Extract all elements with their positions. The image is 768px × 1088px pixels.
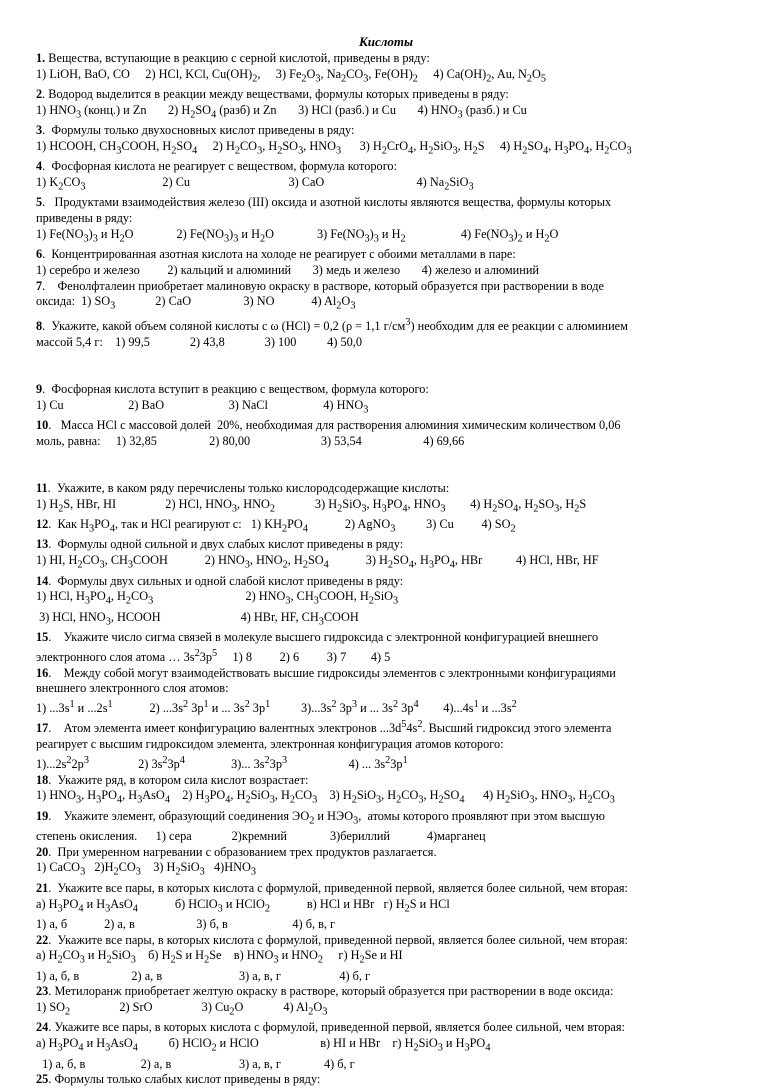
text-line: 20. При умеренном нагревании с образованием трех продуктов разлагается. — [36, 844, 437, 859]
text-line: 1) $...3s^1$ и $...2s^1$ 2) $...3s^2$ $3p^1$ и ... $3s^2$ $3p^1$ $3)...3s^2$ $3p^3$ и ... $3s^2$ $3p^4$ $4)...4s^1$ и $...3s^2$ — [36, 699, 517, 716]
text-line: 9. Фосфорная кислота вступит в реакцию с веществом, формула которого: — [36, 381, 429, 396]
text-line: 6. Концентрированная азотная кислота на холоде не реагирует с обоими металлами в паре: — [36, 247, 516, 262]
blank-line — [36, 450, 736, 466]
text-line: 4. Фосфорная кислота не реагирует с веществом, формула которого: — [36, 159, 398, 174]
text-line: моль, равна: 1) 32,85 2) 80,00 3) 53,54 4) 69,66 — [36, 433, 465, 448]
text-line: оксида: 1) $SO_3$ 2) CaO 3) NO 4) $Al_2O_3$ — [36, 294, 356, 312]
text-line: 15. Укажите число сигма связей в молекуле высшего гидроксида с электронной конфигурацией внешнего — [36, 629, 599, 644]
text-line: 18. Укажите ряд, в котором сила кислот возрастает: — [36, 772, 309, 787]
text-line: 3) HCl, $HNO_3$, HCOOH 4) HBr, HF, $CH_3COOH$ — [36, 609, 359, 628]
text-line: 10. Масса HCl с массовой долей 20%, необходимая для растворения алюминия химическим количеством 0,06 — [36, 418, 621, 432]
text-line: 19. Укажите элемент, образующий соединения $ЭО_2$ и $НЭО_3$, атомы которого проявляют при этом высшую — [36, 808, 605, 827]
questions-body — [36, 51, 736, 1088]
text-line: 1) а, б, в 2) а, в 3) а, в, г 4) б, г — [36, 968, 371, 983]
text-line: 1) $K_2CO_3$ 2) Cu 3) CaO 4) $Na_2SiO_3$ — [36, 174, 474, 193]
text-line: приведены в ряду: — [36, 210, 133, 225]
text-line: 21. Укажите все пары, в которых кислота с формулой, приведенной первой, является более сильной, чем вторая: — [36, 880, 628, 895]
text-line: 14. Формулы двух сильных и одной слабой кислот приведены в ряду: — [36, 573, 404, 588]
text-line: 12. Как $H_3PO_4$, так и HCl реагируют с: 1) $KH_2PO_4$ 2) AgNO$_3$ 3) Cu 4) $SO_2$ — [36, 517, 516, 535]
document-page — [36, 34, 736, 1088]
text-line: 1. Вещества, вступающие в реакцию с серной кислотой, приведены в ряду: — [36, 51, 430, 65]
text-line: 17. Атом элемента имеет конфигурацию валентных электронов $...3d^54s^2$. Высший гидроксид этого элемента — [36, 719, 612, 736]
text-line: электронного слоя атома … $3s^23p^5$ 1) 8 2) 6 3) 7 4) 5 — [36, 647, 391, 664]
text-line: 1) $HNO_3$ (конц.) и Zn 2) $H_2SO_4$ (разб) и Zn 3) HCl (разб.) и Cu 4) $HNO_3$ (разб.) и Cu — [36, 102, 527, 121]
text-line: 1) а, б, в 2) а, в 3) а, в, г 4) б, г — [36, 1056, 355, 1071]
text-line: 1) LiOH, BaO, CO 2) HCl, KCl, $Cu(OH)_2$, 3) $Fe_2O_3$, $Na_2CO_3$, $Fe(OH)_2$ 4) $Ca(OH)_2$, Au, $N_2O_5$ — [36, 66, 547, 85]
blank-line — [36, 366, 736, 382]
text-line: 5. Продуктами взаимодействия железо (III) оксида и азотной кислоты являются вещества, формулы которых — [36, 195, 612, 210]
text-line: 11. Укажите, в каком ряду перечислены только кислородсодержащие кислоты: — [36, 481, 450, 496]
text-line: 1) а, б 2) а, в 3) б, в 4) б, в, г — [36, 916, 336, 931]
text-line: степень окисления. 1) сера 2)кремний 3)бериллий 4)марганец — [36, 828, 486, 843]
text-line: 1) HCOOH, $CH_3COOH$, $H_2SO_4$ 2) $H_2CO_3$, $H_2SO_3$, $HNO_3$ 3) $H_2CrO_4$, $H_2SiO_3$, $H_2S$ 4) $H_2SO_4$, $H_3PO_4$, $H_2CO_3$ — [36, 138, 632, 157]
text-line: 22. Укажите все пары, в которых кислота с формулой, приведенной первой, является более сильной, чем вторая: — [36, 932, 628, 947]
text-line: 1) $Fe(NO_3)_3$ и $H_2O$ 2) $Fe(NO_3)_3$ и $H_2O$ 3) $Fe(NO_3)_3$ и $H_2$ 4) $Fe(NO_3)_2$ и $H_2O$ — [36, 226, 559, 245]
text-line: внешнего электронного слоя атомов: — [36, 681, 229, 696]
text-line: массой 5,4 г: 1) 99,5 2) 43,8 3) 100 4) 50,0 — [36, 334, 363, 349]
blank-line — [36, 465, 736, 481]
text-line: 8. Укажите, какой объем соляной кислоты с ω (HCl) = 0,2 (ρ = 1,1 $г/см^3$) необходим для ее реакции с алюминием — [36, 316, 628, 333]
blank-line — [36, 350, 736, 366]
text-line: 16. Между собой могут взаимодействовать высшие гидроксиды элементов с электронными конфигурациями — [36, 665, 616, 680]
text-line: 25. Формулы только слабых кислот приведены в ряду: — [36, 1072, 321, 1087]
text-line: а) $H_2CO_3$ и $H_2SiO_3$ б) $H_2S$ и $H_2Se$ в) $HNO_3$ и $HNO_2$ г) $H_2Se$ и HI — [36, 948, 403, 966]
text-line: 23. Метилоранж приобретает желтую окраску в растворе, который образуется при растворении в воде оксида: — [36, 984, 614, 999]
text-line: 2. Водород выделится в реакции между веществами, формулы которых приведены в ряду: — [36, 87, 509, 102]
text-line: 1) HI, $H_2CO_3$, $CH_3COOH$ 2) $HNO_3$, $HNO_2$, $H_2SO_4$ 3) $H_2SO_4$, $H_3PO_4$, HBr 4) HCl, HBr, HF — [36, 553, 599, 571]
text-line: 13. Формулы одной сильной и двух слабых кислот приведены в ряду: — [36, 537, 404, 552]
text-line: а) $H_3PO_4$ и $H_3AsO_4$ б) HClO$_2$ и HClO в) HI и HBr г) $H_2SiO_3$ и $H_3PO_4$ — [36, 1036, 491, 1054]
text-line: 1) Cu 2) BaO 3) NaCl 4) $HNO_3$ — [36, 397, 369, 416]
text-line: 24. Укажите все пары, в которых кислота с формулой, приведенной первой, является более сильной, чем вторая: — [36, 1020, 625, 1035]
text-line: 3. Формулы только двухосновных кислот приведены в ряду: — [36, 123, 355, 138]
text-line: 1) серебро и железо 2) кальций и алюминий 3) медь и железо 4) железо и алюминий — [36, 262, 539, 277]
text-line: 1) CaCO$_3$ $2)H_2CO_3$ 3) $H_2SiO_3$ $4)HNO_3$ — [36, 860, 257, 878]
text-line: 1) $SO_2$ 2) SrO 3) $Cu_2O$ 4) $Al_2O_3$ — [36, 1000, 328, 1018]
text-line: 1) $H_2S$, HBr, HI 2) HCl, $HNO_3$, $HNO_2$ 3) $H_2SiO_3$, $H_3PO_4$, $HNO_3$ 4) $H_2SO_4$, $H_2SO_3$, $H_2S$ — [36, 496, 587, 515]
text-line: реагирует с высшим гидроксидом элемента, электронная конфигурация атомов которого: — [36, 736, 504, 751]
text-line: $1)...2s^22p^3$ 2) $3s^23p^4$ 3)... $3s^23p^3$ 4) ... $3s^23p^1$ — [36, 754, 408, 771]
text-line: 1) $HNO_3$, $H_3PO_4$, $H_3AsO_4$ 2) $H_3PO_4$, $H_2SiO_3$, $H_2CO_3$ 3) $H_2SiO_3$, $H_2CO_3$, $H_2SO_4$ 4) $H_2SiO_3$, $HNO_3$, $H_2CO_3$ — [36, 788, 615, 806]
text-line: а) $H_3PO_4$ и $H_3AsO_4$ б) HClO$_3$ и HClO$_2$ в) HCl и HBr г) $H_2S$ и HCl — [36, 896, 450, 914]
text-line: 7. Фенолфталеин приобретает малиновую окраску в растворе, который образуется при растворении в воде — [36, 278, 604, 293]
text-line: 1) HCl, $H_3PO_4$, $H_2CO_3$ 2) $HNO_3$, $CH_3COOH$, $H_2SiO_3$ — [36, 589, 399, 607]
page-title: Кислоты — [358, 34, 414, 49]
